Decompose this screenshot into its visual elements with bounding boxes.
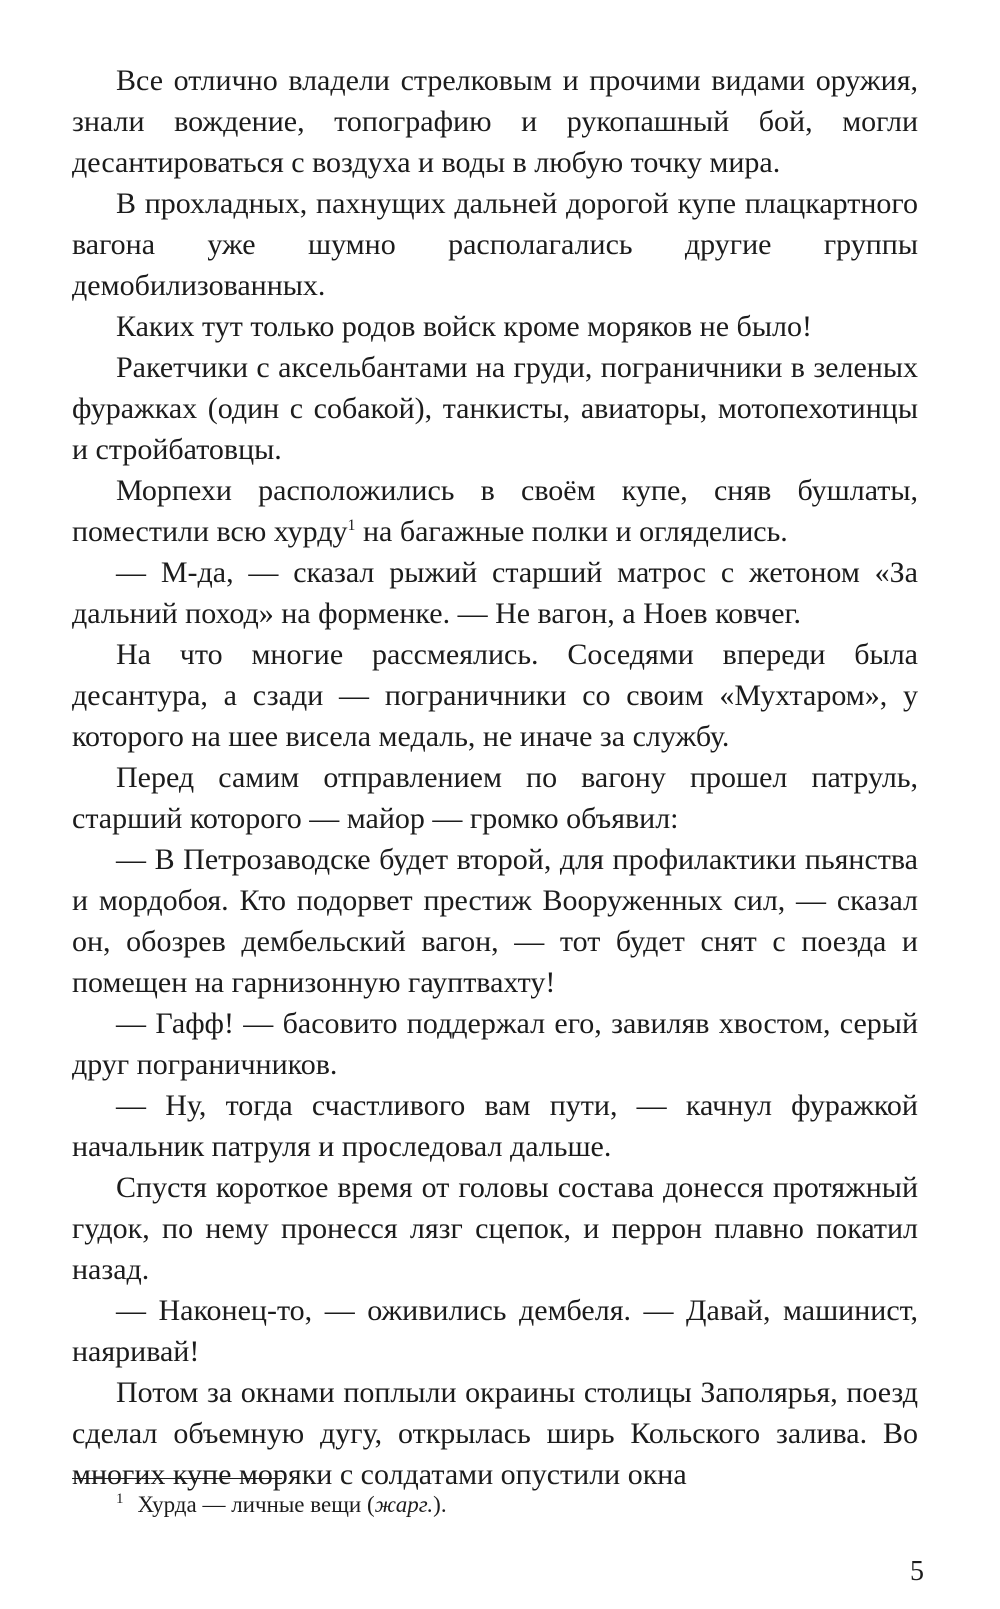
paragraph-6: — М-да, — сказал рыжий старший матрос с жетоном «За дальний поход» на форменке. — Не вагон, а Ноев ковчег.: [72, 556, 918, 630]
paragraph-4: Ракетчики с аксельбантами на груди, пограничники в зеленых фуражках (один с собакой), танкисты, авиаторы, мотопехотинцы и стройбатовцы.: [72, 351, 918, 466]
paragraph-2: В прохладных, пахнущих дальней дорогой купе плацкартного вагона уже шумно располагались другие группы демобилизованных.: [72, 187, 918, 302]
paragraph-3: Каких тут только родов войск кроме моряков не было!: [116, 310, 812, 343]
paragraph-1: Все отлично владели стрелковым и прочими видами оружия, знали вождение, топографию и рукопашный бой, могли десантироваться с воздуха и воды в любую точку мира.: [72, 64, 918, 179]
paragraph-12: Спустя короткое время от головы состава донесся протяжный гудок, по нему пронесся лязг сцепок, и перрон плавно покатил назад.: [72, 1171, 918, 1286]
footnote-text-before: Хурда — личные вещи (: [137, 1492, 375, 1517]
footnote: [116, 1490, 447, 1520]
page-number: 5: [910, 1556, 924, 1587]
paragraph-10: — Гафф! — басовито поддержал его, завиляв хвостом, серый друг пограничников.: [72, 1007, 918, 1081]
paragraph-13: — Наконец-то, — оживились дембеля. — Давай, машинист, наяривай!: [72, 1294, 918, 1368]
paragraph-5-tail: на багажные полки и огляделись.: [355, 515, 788, 548]
paragraph-5-text: Морпехи расположились в своём купе, сняв бушлаты, поместили всю хурду: [72, 474, 918, 548]
page-body: [72, 60, 918, 1495]
paragraph-5: [72, 470, 918, 552]
paragraph-11: — Ну, тогда счастливого вам пути, — качнул фуражкой начальник патруля и проследовал дальше.: [72, 1089, 918, 1163]
footnote-divider: [72, 1478, 282, 1479]
paragraph-9: — В Петрозаводске будет второй, для профилактики пьянства и мордобоя. Кто подорвет престиж Вооруженных сил, — сказал он, обозрев дембельский вагон, — тот будет снят с поезда и помещен на гарнизонную гауптвахту!: [72, 843, 918, 999]
paragraph-14: Потом за окнами поплыли окраины столицы Заполярья, поезд сделал объемную дугу, открылась ширь Кольского залива. Во многих купе моряки с солдатами опустили окна: [72, 1376, 918, 1491]
footnote-text-italic: жарг.: [374, 1492, 434, 1517]
paragraph-8: Перед самим отправлением по вагону прошел патруль, старший которого — майор — громко объявил:: [72, 761, 918, 835]
footnote-marker: 1: [116, 1491, 124, 1508]
paragraph-7: На что многие рассмеялись. Соседями впереди была десантура, а сзади — пограничники со своим «Мухтаром», у которого на шее висела медаль, не иначе за службу.: [72, 638, 918, 753]
footnote-text-after: ).: [433, 1492, 447, 1517]
footnote-ref[interactable]: 1: [347, 517, 356, 534]
